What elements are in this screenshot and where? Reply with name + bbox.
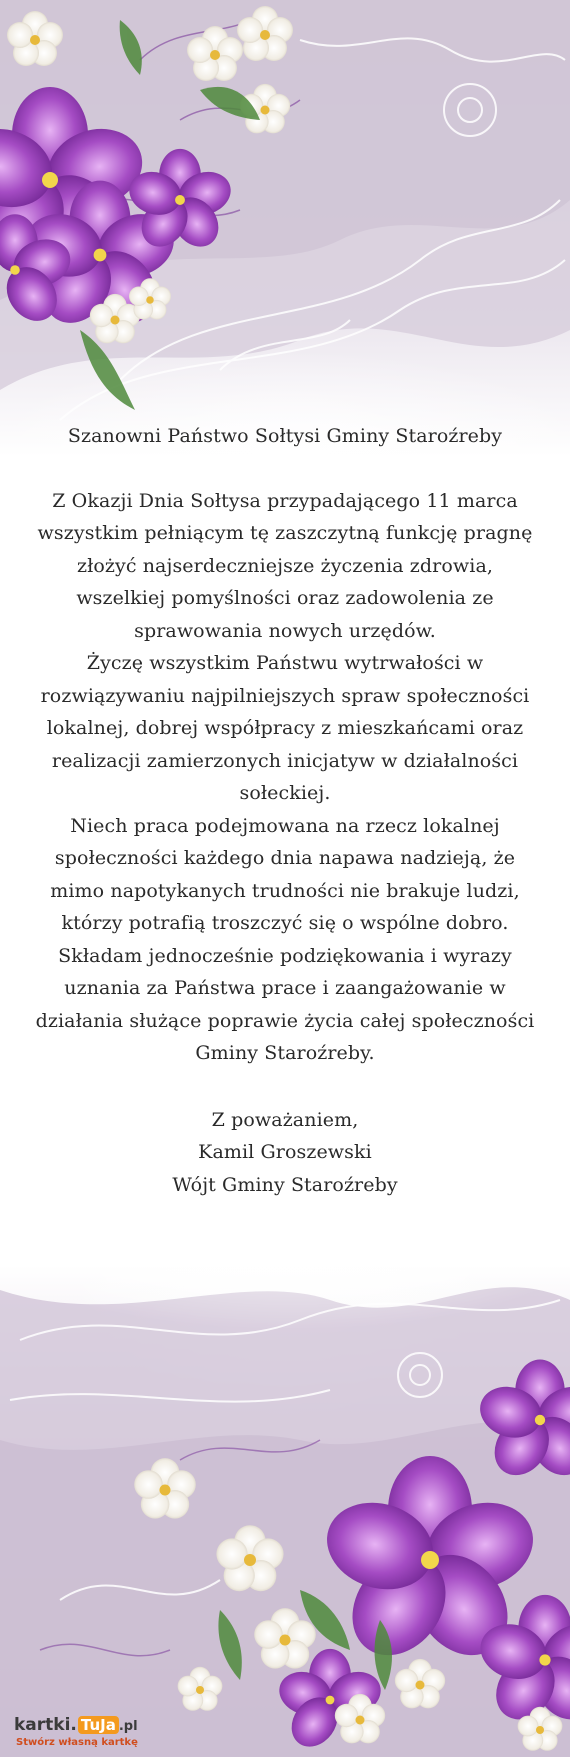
greeting-text [30,420,540,1201]
logo-tagline: Stwórz własną kartkę [16,1737,138,1748]
signer-name: Kamil Groszewski [198,1141,372,1163]
site-logo[interactable] [14,1715,184,1751]
greeting-heading: Szanowni Państwo Sołtysi Gminy Staroźreby [67,425,503,447]
signer-title: Wójt Gminy Staroźreby [172,1173,398,1196]
greeting-paragraph: Z Okazji Dnia Sołtysa przypadającego 11 marca wszystkim pełniącym tę zaszczytną funkcję pragnę złożyć najserdeczniejsze życzenia zdrowia, wszelkiej pomyślności oraz zadowolenia ze sprawowania nowych urzędów. [37,489,533,642]
greeting-paragraph: Składam jednocześnie podziękowania i wyrazy uznania za Państwa prace i zaangażowanie w działania służące poprawie życia całej społeczności Gminy Staroźreby. [35,944,535,1064]
logo-tld: .pl [118,1719,138,1734]
logo-wordmark [14,1715,138,1735]
greeting-paragraph: Życzę wszystkim Państwu wytrwałości w rozwiązywaniu najpilniejszych spraw społeczności lokalnej, dobrej współpracy z mieszkańcami oraz realizacji zamierzonych inicjatyw w działalności sołeckiej. [40,652,530,804]
logo-badge: TuJa [78,1716,119,1734]
closing-line: Z poważaniem, [211,1108,359,1131]
logo-name: kartki. [14,1715,77,1735]
greeting-paragraph: Niech praca podejmowana na rzecz lokalnej społeczności każdego dnia napawa nadzieją, że mimo napotykanych trudności nie brakuje ludzi, którzy potrafią troszczyć się o wspólne dobro. [50,814,520,934]
